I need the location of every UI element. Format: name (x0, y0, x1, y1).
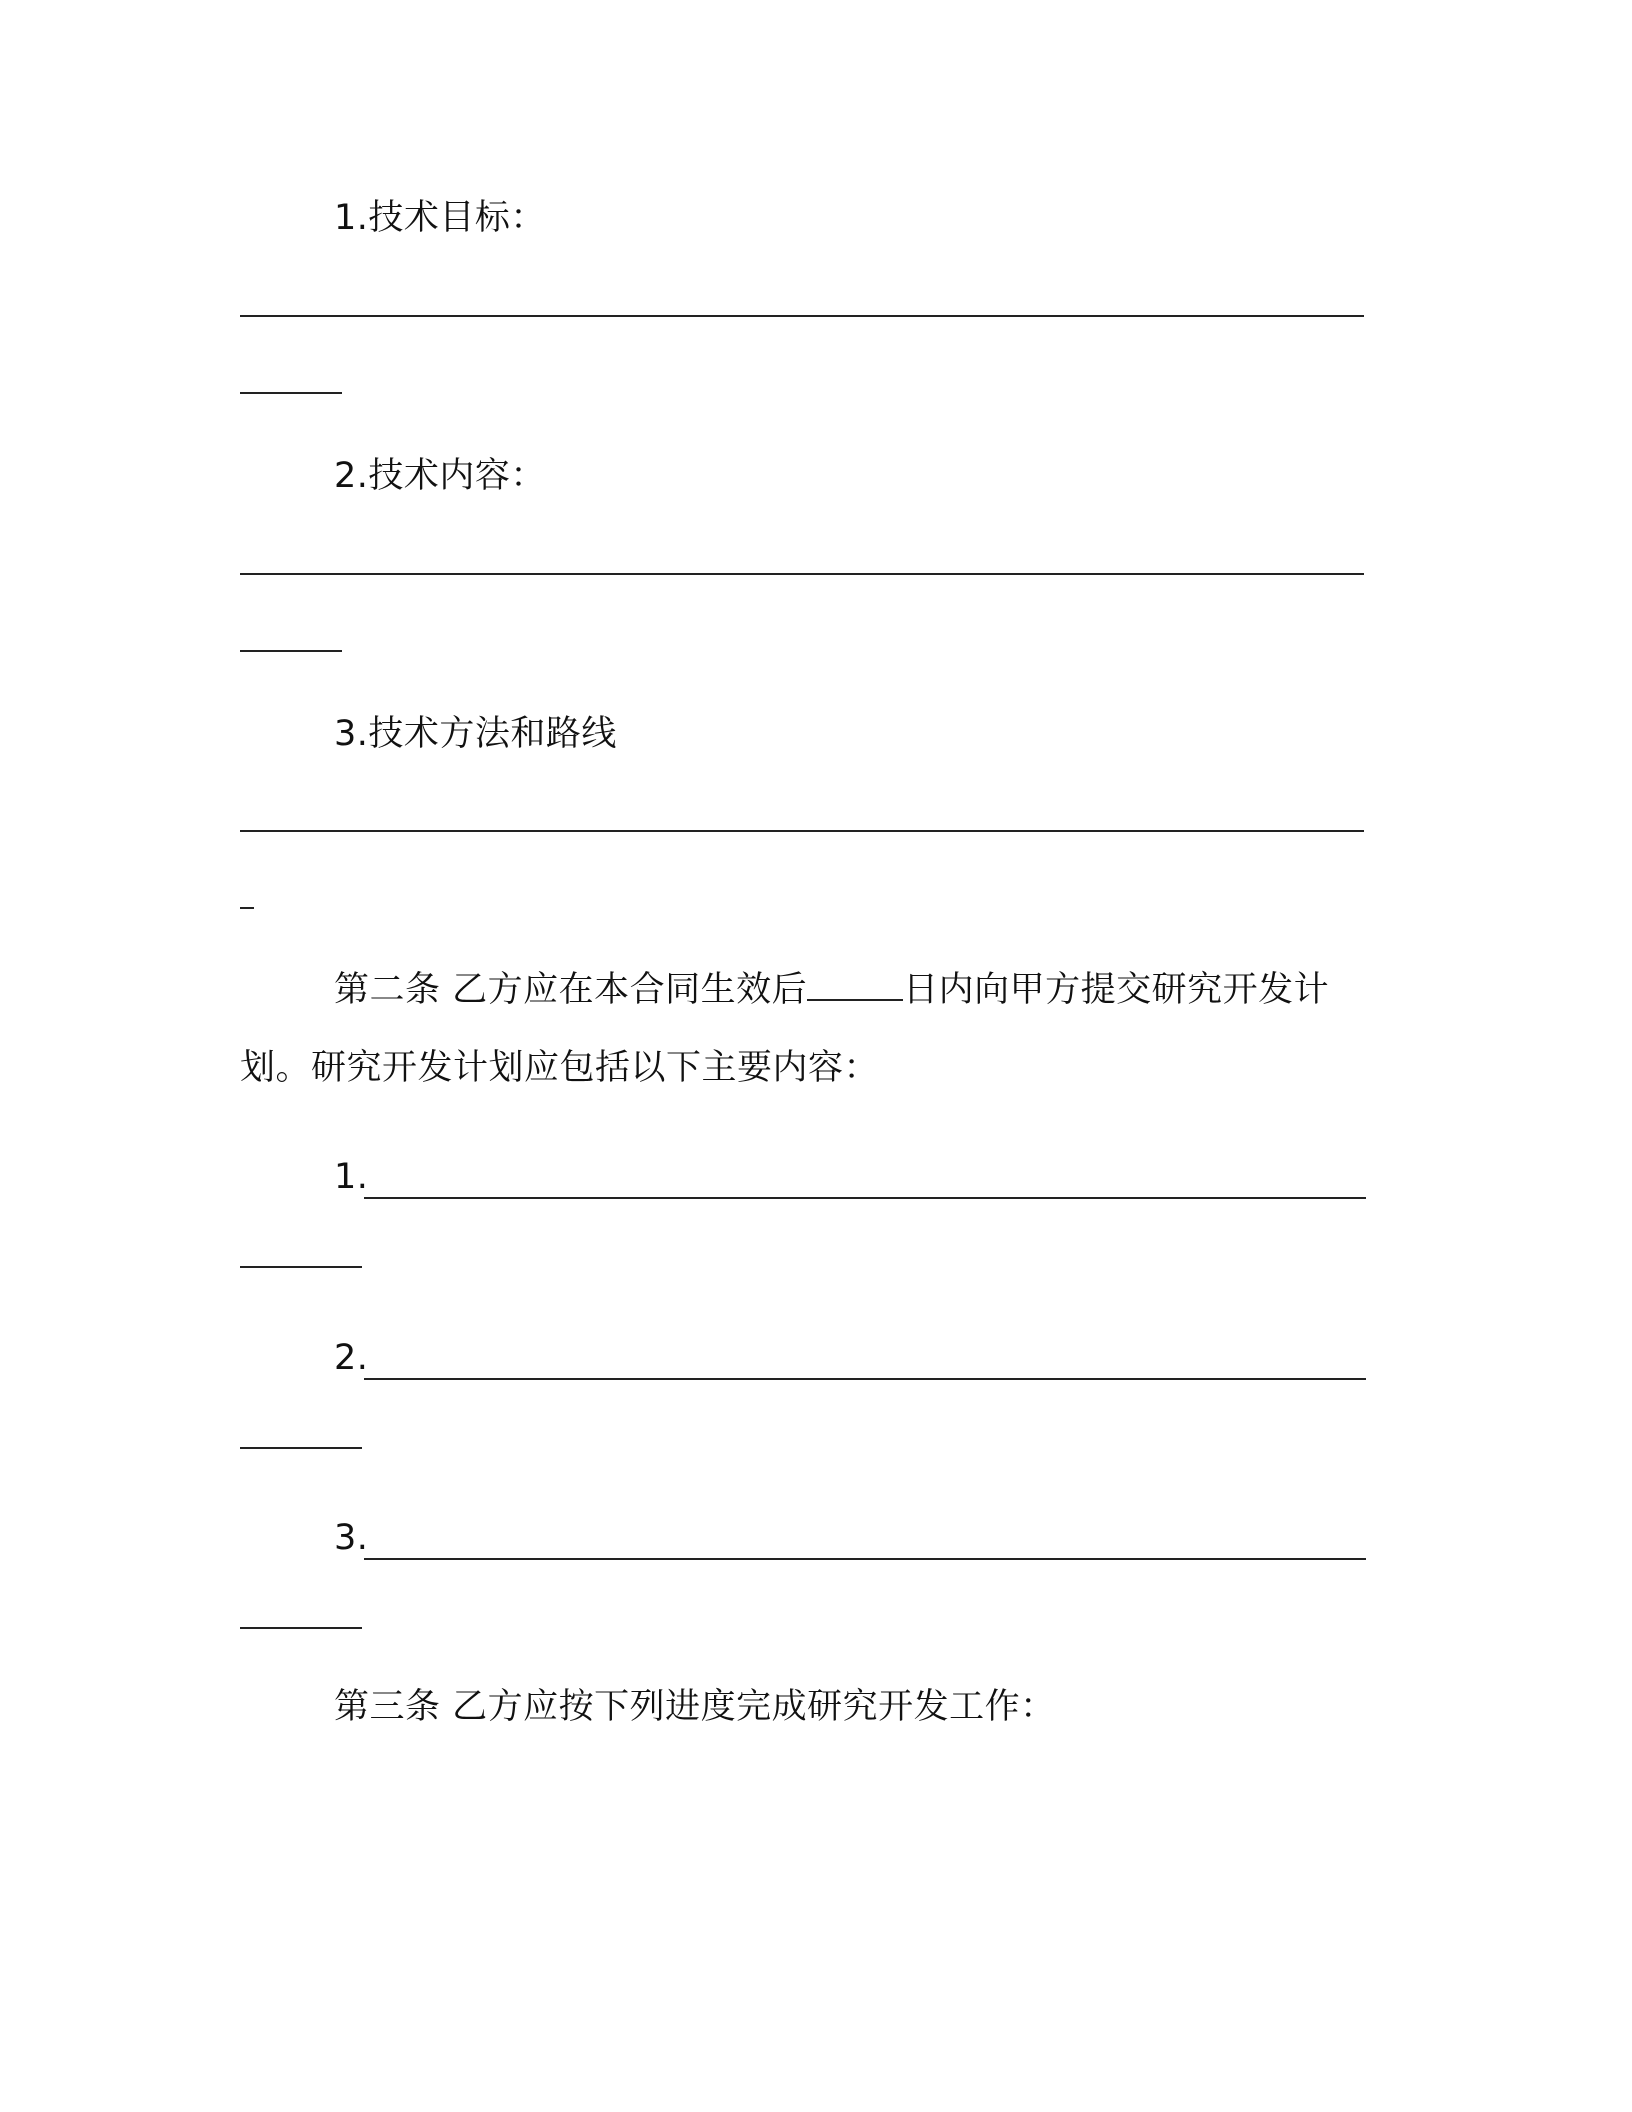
plan-item-3-blank-line-1[interactable] (364, 1558, 1366, 1560)
technical-content-label: 2.技术内容： (334, 456, 546, 496)
technical-method-blank-line-1[interactable] (240, 830, 1364, 832)
plan-item-3-label: 3. (334, 1518, 369, 1558)
technical-goal-blank-line-1[interactable] (240, 315, 1364, 317)
article-two-suffix: 日内向甲方提交研究开发计 (903, 970, 1330, 1010)
article-three-text: 第三条 乙方应按下列进度完成研究开发工作： (334, 1687, 1056, 1727)
plan-item-3-blank-line-2[interactable] (240, 1627, 362, 1629)
article-two-days-blank[interactable] (807, 969, 903, 1001)
plan-item-1-blank-line-1[interactable] (364, 1197, 1366, 1199)
technical-goal-label: 1.技术目标： (334, 198, 546, 238)
technical-content-blank-line-1[interactable] (240, 573, 1364, 575)
technical-method-label: 3.技术方法和路线 (334, 714, 617, 754)
plan-item-1-blank-line-2[interactable] (240, 1266, 362, 1268)
technical-goal-blank-line-2[interactable] (240, 392, 342, 394)
article-two-prefix: 第二条 乙方应在本合同生效后 (334, 970, 808, 1010)
article-two-line-1 (334, 968, 1329, 1012)
technical-content-blank-line-2[interactable] (240, 650, 342, 652)
plan-item-2-blank-line-2[interactable] (240, 1447, 362, 1449)
plan-item-1-label: 1. (334, 1157, 369, 1197)
plan-item-2-label: 2. (334, 1338, 369, 1378)
plan-item-2-blank-line-1[interactable] (364, 1378, 1366, 1380)
article-two-line-2: 划。研究开发计划应包括以下主要内容： (240, 1048, 880, 1088)
technical-method-blank-line-2[interactable] (240, 907, 254, 909)
